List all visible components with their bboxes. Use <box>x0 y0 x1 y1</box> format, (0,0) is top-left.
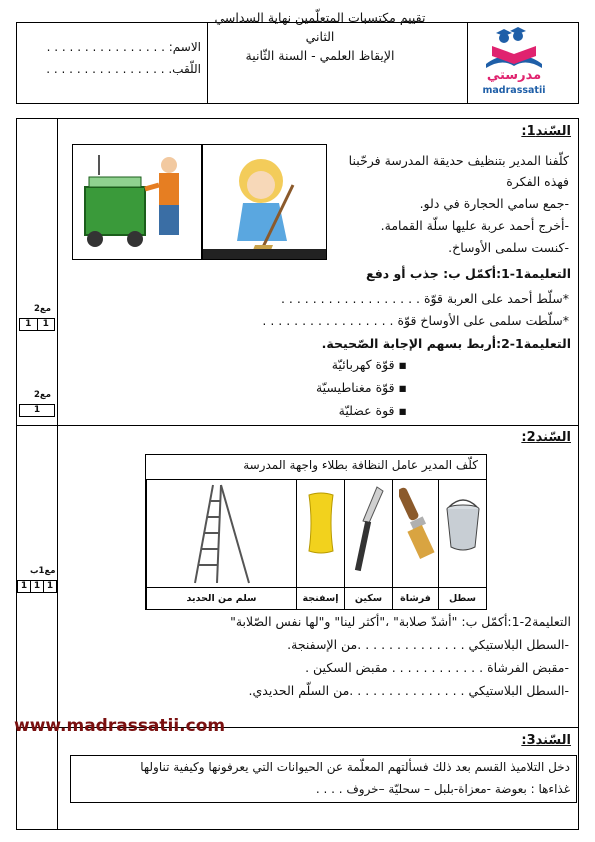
tool-sponge <box>296 479 344 609</box>
tool-brush <box>392 479 438 609</box>
instruction-1-2: التعليمة1-2:أربط بسهم الإجابة الصّحيحة. <box>321 336 571 351</box>
broom-girl-icon <box>203 145 326 259</box>
score3-cell: 1 <box>43 581 56 592</box>
brush-icon <box>399 485 435 565</box>
option-muscle-force[interactable]: ▪ قوة عضليّة <box>338 403 407 418</box>
ladder-icon <box>191 483 255 585</box>
s1-text-line4: -أخرج أحمد عربة عليها سلّة القمامة. <box>380 218 569 233</box>
name-field[interactable]: الاسم: . . . . . . . . . . . . . . . . <box>46 40 201 54</box>
tools-table-title: كلّف المدير عامل النظافة بطلاء واجهة المدرسة <box>243 458 478 472</box>
s1-text-line5: -كنست سلمى الأوساخ. <box>448 240 569 255</box>
tool-label: فرشاة <box>393 587 438 609</box>
frame-top <box>16 118 579 119</box>
sponge-icon <box>305 491 337 555</box>
s1-text-line2: فهذه الفكرة <box>506 174 569 189</box>
option-magnetic-force[interactable]: ▪ قوّة مغناطيسيّة <box>315 380 407 395</box>
score1-box <box>19 318 55 331</box>
knife-icon <box>351 483 387 579</box>
section3-title: السّند3: <box>521 733 571 748</box>
cleaner-image <box>72 144 202 260</box>
bucket-icon <box>443 495 483 555</box>
s1-fill-line2[interactable]: *سلّطت سلمى على الأوساخ قوّة . . . . . . . . . . . . . . . . . <box>262 313 569 328</box>
s3-text-line1: دخل التلاميذ القسم بعد ذلك فسألتهم المعلّمة عن الحيوانات التي يعرفونها وكيفية تناولها <box>140 760 570 774</box>
surname-field[interactable]: اللّقب. . . . . . . . . . . . . . . . . <box>46 62 201 76</box>
s2-fill-line2[interactable]: -مقبض الفرشاة . . . . . . . . . . . . مقبض السكين . <box>305 660 569 675</box>
s1-text-line3: -جمع سامي الحجارة في دلو. <box>419 196 569 211</box>
exam-title <box>192 8 448 65</box>
score3-cell: 1 <box>30 581 43 592</box>
s3-text-line2: غذاءها : بعوضة -معزاة-بلبل – سحليّة –خروف . . . . <box>315 782 570 796</box>
exam-subject: الإيقاظ العلمي - السنة الثّانية <box>245 48 395 63</box>
garbage-cart-icon <box>73 145 201 259</box>
s1-fill-line1[interactable]: *سلّط أحمد على العربة قوّة . . . . . . . . . . . . . . . . . . <box>280 291 569 306</box>
section1-title: السّند1: <box>521 124 571 139</box>
s2-fill-line3[interactable]: -السطل البلاستيكي . . . . . . . . . . . . . . .من السلّم الحديدي. <box>248 683 569 698</box>
section2-title: السّند2: <box>521 430 571 445</box>
instruction-2-1: التعليمة2-1:أكمّل ب: "أشدّ صلابة" ،"أكثر لينا" و"لها نفس الصّلابة" <box>230 614 571 629</box>
exam-title-line1: تقييم مكتسبات المتعلّمين نهاية السداسي <box>214 10 426 25</box>
score3-box <box>17 580 57 593</box>
exam-title-line2: الثاني <box>305 29 335 44</box>
tool-label: سكين <box>345 587 392 609</box>
s1-text-line1: كلّفنا المدير بتنظيف حديقة المدرسة فرحّبنا <box>348 153 569 168</box>
score2-box <box>19 404 55 417</box>
score3-cell: 1 <box>20 581 28 591</box>
watermark-link[interactable]: www.madrassatii.com <box>14 716 226 736</box>
s2-fill-line1[interactable]: -السطل البلاستيكي . . . . . . . . . . . . . .من الإسفنجة. <box>287 637 569 652</box>
tool-knife <box>344 479 392 609</box>
logo-text-ar: مدرستي <box>486 68 542 83</box>
tool-label: إسفنجة <box>297 587 344 609</box>
tool-label: سطل <box>439 587 486 609</box>
score2-label: مع2 <box>34 390 51 400</box>
score1-label: مع2 <box>34 304 51 314</box>
option-electric-force[interactable]: ▪ قوّة كهربائيّة <box>331 357 407 372</box>
score3-label: مع1ب <box>30 566 56 576</box>
score2-cell: 1 <box>33 405 41 415</box>
tool-label: سلم من الحديد <box>147 587 296 609</box>
score1-cell: 1 <box>37 319 55 330</box>
section3-text-box <box>70 755 577 803</box>
frame-right <box>578 118 579 830</box>
frame-bottom <box>16 829 579 830</box>
section-divider-1 <box>16 425 579 426</box>
score1-cell: 1 <box>25 319 32 329</box>
madrassatii-logo <box>452 24 576 100</box>
girl-sweeping-image <box>202 144 327 260</box>
tool-ladder <box>146 479 296 609</box>
instruction-1-1: التعليمة1-1:أكمّل ب: جذب أو دفع <box>366 266 571 281</box>
tools-table <box>145 454 487 610</box>
logo-text-lat: madrassatii <box>482 85 546 96</box>
tool-bucket <box>438 479 486 609</box>
